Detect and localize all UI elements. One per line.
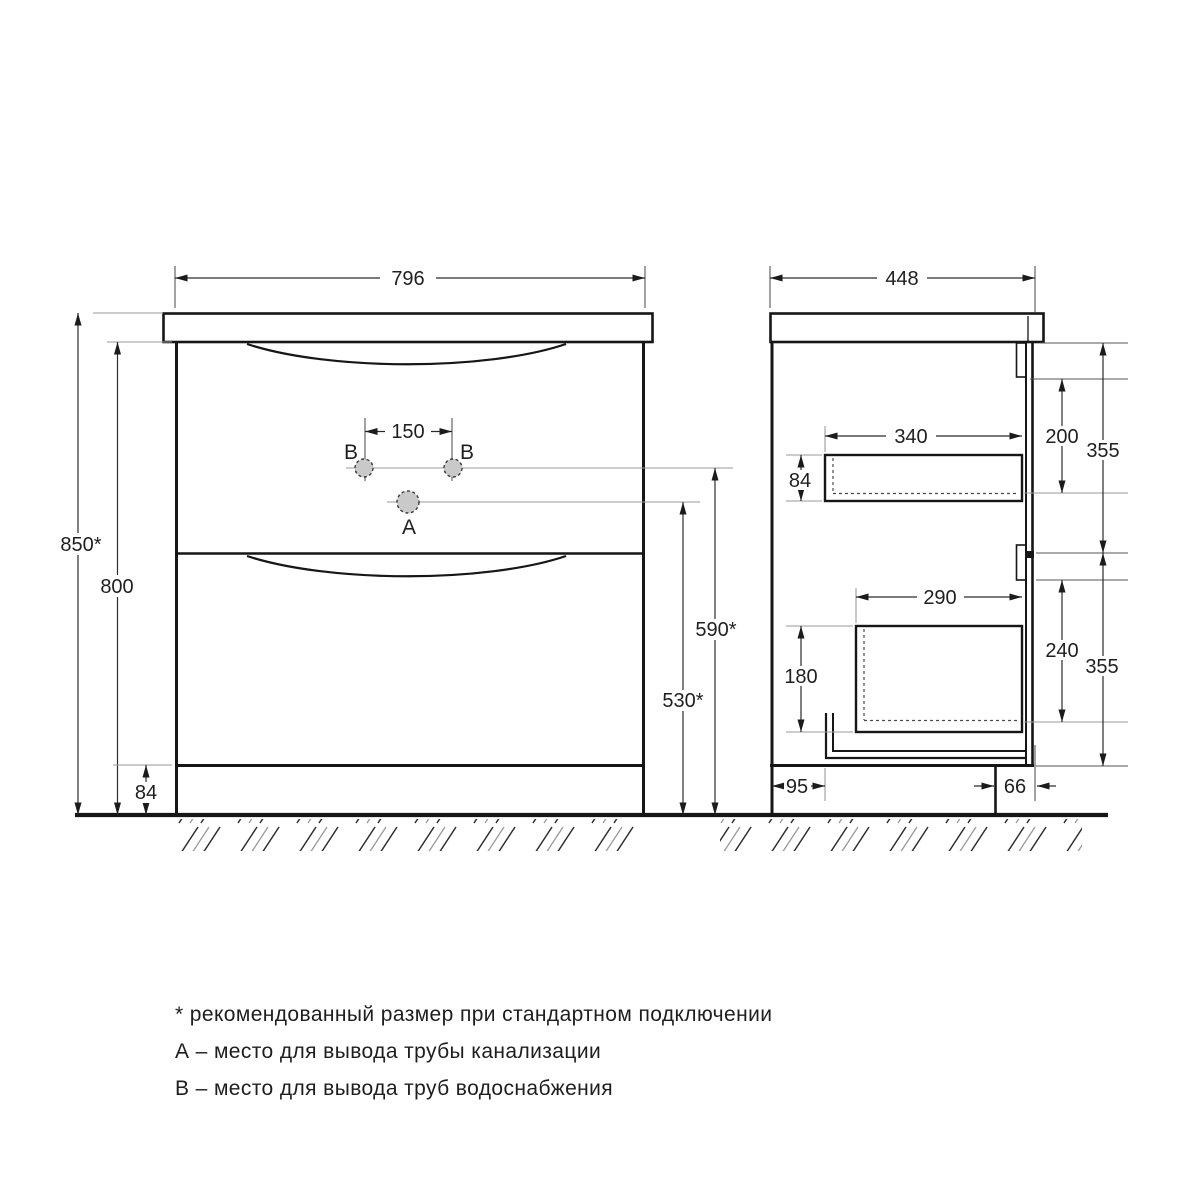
dim-hole-a-height — [660, 502, 707, 815]
legend-note-b: В – место для вывода труб водоснабжения — [175, 1077, 614, 1100]
side-view — [770, 266, 1128, 815]
dim-value: 95 — [785, 776, 809, 798]
dim-value: 530* — [662, 690, 704, 712]
dim-value: 66 — [1003, 776, 1027, 798]
dim-drawer2-depth — [856, 587, 1022, 623]
dim-front1-opening — [1024, 379, 1128, 493]
hole-b-left-label: В — [343, 441, 359, 464]
hole-a-label: А — [401, 516, 417, 539]
ground-hatch-front — [178, 819, 636, 851]
legend-note-a: А – место для вывода трубы канализации — [175, 1040, 602, 1063]
dim-front-overall-height — [56, 313, 163, 815]
dim-value: 355 — [1086, 440, 1120, 462]
dim-side-depth — [770, 266, 1035, 312]
drawer2-box — [856, 626, 1022, 732]
dim-drawer1-height — [785, 455, 822, 501]
dim-value: 84 — [788, 470, 812, 492]
legend — [175, 1003, 772, 1100]
dim-front1-height — [1036, 343, 1128, 553]
dim-value: 180 — [784, 666, 818, 688]
dim-front-width — [175, 266, 645, 308]
dim-drawer1-depth — [825, 426, 1022, 452]
dim-value: 84 — [134, 782, 158, 804]
front-handle-curve-bottom — [247, 556, 566, 576]
dim-value: 850* — [60, 534, 102, 556]
dim-value: 796 — [391, 268, 425, 290]
legend-note-asterisk: * рекомендованный размер при стандартном подключении — [175, 1003, 773, 1026]
drawer-rail-bottom — [1017, 545, 1027, 580]
drawer-rail-top — [1017, 343, 1027, 377]
dim-value: 200 — [1045, 426, 1079, 448]
dim-front2-opening — [1024, 580, 1128, 722]
dim-value: 340 — [894, 426, 928, 448]
dim-value: 240 — [1045, 640, 1079, 662]
dim-hole-b-height — [692, 468, 740, 815]
door-gap-mark — [1026, 551, 1034, 558]
dim-front-body-height — [96, 342, 172, 815]
dim-hole-spacing — [365, 418, 452, 481]
ground — [75, 815, 1108, 851]
front-handle-curve-top — [247, 344, 566, 364]
dim-value: 800 — [100, 576, 134, 598]
dim-drawer2-height — [783, 626, 853, 732]
dim-front-overhang — [974, 745, 1056, 801]
dim-value: 290 — [923, 587, 957, 609]
front-view — [56, 266, 740, 815]
front-countertop — [164, 314, 653, 343]
dim-value: 590* — [695, 619, 737, 641]
side-countertop — [771, 314, 1044, 343]
drain-hole-a — [397, 491, 419, 513]
dim-plinth-back-offset — [772, 768, 825, 801]
dim-value: 355 — [1085, 656, 1119, 678]
dim-front-plinth-height — [113, 765, 172, 815]
hole-b-right-label: В — [459, 441, 475, 464]
dim-value: 448 — [885, 268, 919, 290]
ground-hatch-side — [720, 819, 1082, 851]
dim-value: 150 — [391, 421, 425, 443]
